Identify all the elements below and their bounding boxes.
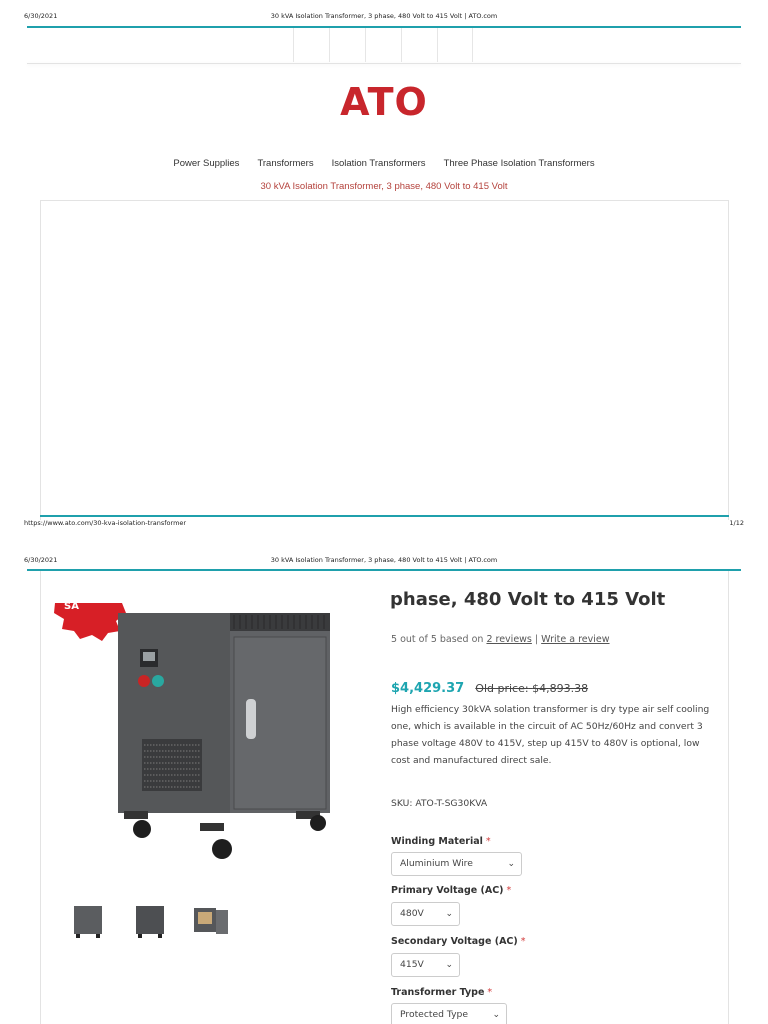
rating-text: 5 out of 5 based on <box>391 634 484 645</box>
old-price-label: Old price: <box>475 682 529 695</box>
chevron-down-icon: ⌄ <box>445 909 453 919</box>
rating-summary <box>391 634 610 645</box>
toolbar-cell[interactable] <box>365 28 401 62</box>
transformer-type-select[interactable] <box>391 1003 507 1024</box>
thumbnail-1[interactable] <box>70 904 106 940</box>
old-price <box>475 682 588 695</box>
print-url: https://www.ato.com/30-kva-isolation-transformer <box>24 519 187 527</box>
print-doc-title: 30 kVA Isolation Transformer, 3 phase, 480 Volt to 415 Volt | ATO.com <box>270 12 498 20</box>
secondary-voltage-value: 415V <box>400 959 424 970</box>
print-header-2 <box>24 556 744 568</box>
transformer-type-label <box>391 987 492 998</box>
primary-voltage-select[interactable] <box>391 902 460 926</box>
product-title: phase, 480 Volt to 415 Volt <box>390 589 666 610</box>
chevron-down-icon: ⌄ <box>445 960 453 970</box>
thumbnail-3[interactable] <box>192 904 228 940</box>
toolbar-cell[interactable] <box>293 28 329 62</box>
required-marker: * <box>520 936 526 947</box>
winding-material-label-text: Winding Material <box>391 836 483 847</box>
chevron-down-icon: ⌄ <box>492 1010 500 1020</box>
thumbnail-2[interactable] <box>132 904 168 940</box>
reviews-link[interactable]: 2 reviews <box>486 634 532 645</box>
print-page-number: 1/12 <box>729 519 744 527</box>
ato-logo[interactable]: ATO <box>340 80 428 124</box>
current-price: $4,429.37 <box>391 681 465 696</box>
required-marker: * <box>487 987 493 998</box>
winding-material-value: Aluminium Wire <box>400 858 473 869</box>
toolbar-cell[interactable] <box>329 28 365 62</box>
breadcrumb-three-phase-isolation-transformers[interactable]: Three Phase Isolation Transformers <box>443 158 595 169</box>
required-marker: * <box>485 836 491 847</box>
secondary-voltage-label <box>391 936 525 947</box>
old-price-value: $4,893.38 <box>532 682 589 695</box>
breadcrumb <box>0 158 768 169</box>
breadcrumb-transformers[interactable]: Transformers <box>257 158 314 169</box>
price-row <box>391 677 588 696</box>
print-header <box>24 12 744 24</box>
winding-material-label <box>391 836 491 847</box>
product-sku: SKU: ATO-T-SG30KVA <box>391 798 488 809</box>
top-toolbar <box>293 28 473 62</box>
sale-badge-text: SA <box>64 601 79 612</box>
print-date: 6/30/2021 <box>24 12 58 20</box>
toolbar-cell[interactable] <box>437 28 473 62</box>
breadcrumb-power-supplies[interactable]: Power Supplies <box>173 158 240 169</box>
winding-material-select[interactable] <box>391 852 522 876</box>
transformer-type-value: Protected Type <box>400 1009 468 1020</box>
write-review-link[interactable]: Write a review <box>541 634 610 645</box>
footer-rule <box>40 515 729 517</box>
required-marker: * <box>506 885 512 896</box>
print-footer <box>24 519 744 529</box>
breadcrumb-isolation-transformers[interactable]: Isolation Transformers <box>331 158 426 169</box>
product-image[interactable] <box>50 599 350 867</box>
product-gallery-frame <box>40 200 729 520</box>
print-date-2: 6/30/2021 <box>24 556 58 564</box>
primary-voltage-value: 480V <box>400 908 424 919</box>
chevron-down-icon: ⌄ <box>507 859 515 869</box>
secondary-voltage-select[interactable] <box>391 953 460 977</box>
breadcrumb-current: 30 kVA Isolation Transformer, 3 phase, 480 Volt to 415 Volt <box>260 181 508 192</box>
header-divider <box>27 63 741 64</box>
print-doc-title-2: 30 kVA Isolation Transformer, 3 phase, 480 Volt to 415 Volt | ATO.com <box>270 556 498 564</box>
primary-voltage-label <box>391 885 511 896</box>
transformer-type-label-text: Transformer Type <box>391 987 485 998</box>
product-description: High efficiency 30kVA solation transformer is dry type air self cooling one, which is available in the circuit of AC 50Hz/60Hz and convert 3 phase voltage 480V to 415V, step up 415V to 480V is optional, low cost and manufactured direct sale. <box>391 704 710 766</box>
secondary-voltage-label-text: Secondary Voltage (AC) <box>391 936 518 947</box>
primary-voltage-label-text: Primary Voltage (AC) <box>391 885 504 896</box>
rating-separator: | <box>534 634 539 645</box>
toolbar-cell[interactable] <box>401 28 437 62</box>
product-detail-section <box>0 571 768 1024</box>
